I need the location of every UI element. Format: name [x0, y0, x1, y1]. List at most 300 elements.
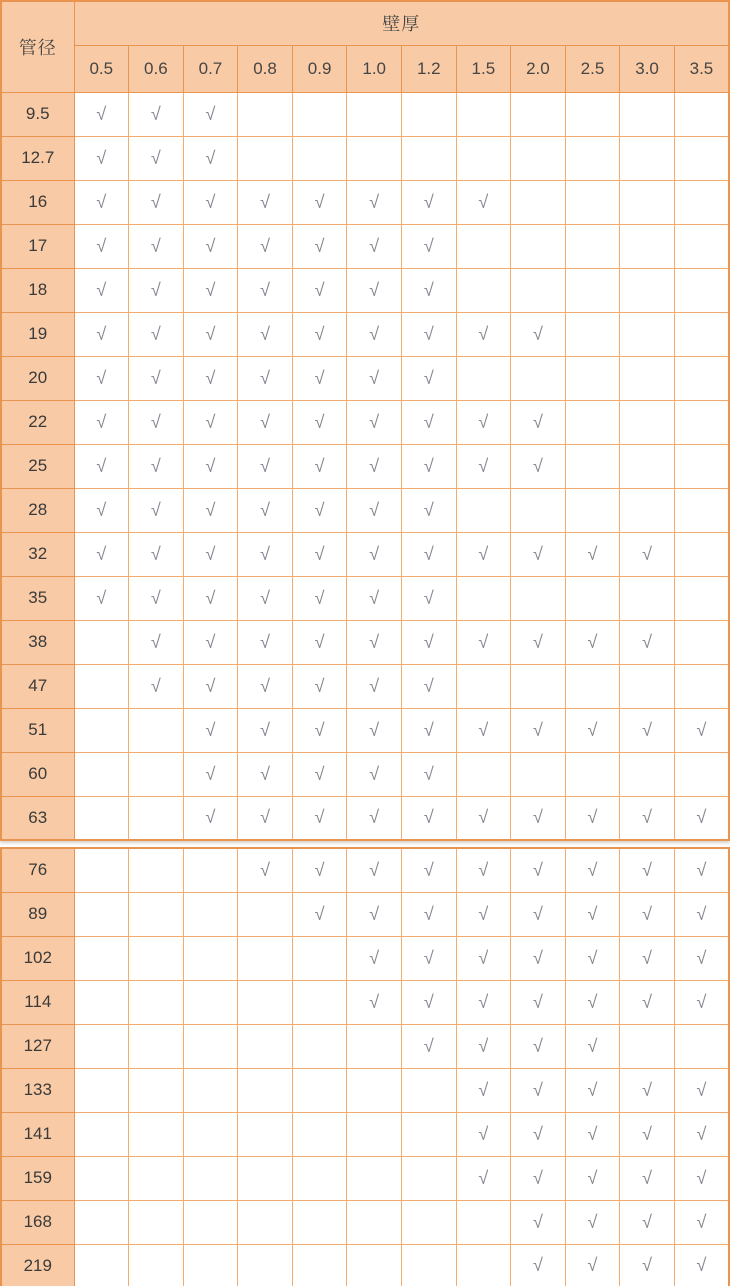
check-cell: √	[511, 1112, 566, 1156]
check-cell: √	[74, 92, 129, 136]
check-cell: √	[347, 936, 402, 980]
check-cell: √	[183, 268, 238, 312]
check-cell: √	[292, 848, 347, 892]
check-cell: √	[347, 796, 402, 840]
empty-cell	[565, 136, 620, 180]
empty-cell	[456, 576, 511, 620]
check-cell: √	[456, 936, 511, 980]
empty-cell	[292, 1244, 347, 1286]
empty-cell	[183, 936, 238, 980]
check-cell: √	[620, 1244, 675, 1286]
table-row-60	[1, 752, 729, 796]
empty-cell	[347, 136, 402, 180]
empty-cell	[74, 620, 129, 664]
check-cell: √	[456, 1112, 511, 1156]
check-cell: √	[183, 312, 238, 356]
check-cell: √	[401, 488, 456, 532]
empty-cell	[620, 356, 675, 400]
check-cell: √	[129, 444, 184, 488]
empty-cell	[292, 980, 347, 1024]
check-cell: √	[347, 224, 402, 268]
empty-cell	[674, 488, 729, 532]
check-cell: √	[347, 980, 402, 1024]
check-cell: √	[620, 796, 675, 840]
check-cell: √	[456, 848, 511, 892]
diameter-label: 102	[1, 936, 74, 980]
table-row-159	[1, 1156, 729, 1200]
empty-cell	[456, 488, 511, 532]
check-cell: √	[565, 532, 620, 576]
check-cell: √	[565, 1200, 620, 1244]
thickness-col-header-1.5: 1.5	[456, 45, 511, 92]
check-cell: √	[292, 356, 347, 400]
check-cell: √	[511, 400, 566, 444]
empty-cell	[456, 224, 511, 268]
check-cell: √	[401, 400, 456, 444]
thickness-col-header-0.7: 0.7	[183, 45, 238, 92]
empty-cell	[292, 1200, 347, 1244]
empty-cell	[456, 1244, 511, 1286]
diameter-label: 51	[1, 708, 74, 752]
diameter-corner-header: 管径	[1, 1, 74, 92]
empty-cell	[456, 1200, 511, 1244]
table-row-38	[1, 620, 729, 664]
empty-cell	[565, 224, 620, 268]
empty-cell	[347, 1244, 402, 1286]
empty-cell	[183, 1200, 238, 1244]
thickness-col-header-0.9: 0.9	[292, 45, 347, 92]
check-cell: √	[620, 936, 675, 980]
check-cell: √	[565, 936, 620, 980]
check-cell: √	[620, 620, 675, 664]
empty-cell	[565, 356, 620, 400]
table-row-19	[1, 312, 729, 356]
check-cell: √	[238, 268, 293, 312]
check-cell: √	[183, 488, 238, 532]
empty-cell	[401, 1200, 456, 1244]
diameter-label: 127	[1, 1024, 74, 1068]
check-cell: √	[511, 796, 566, 840]
empty-cell	[620, 224, 675, 268]
check-cell: √	[129, 576, 184, 620]
check-cell: √	[674, 1244, 729, 1286]
empty-cell	[74, 796, 129, 840]
diameter-label: 168	[1, 1200, 74, 1244]
check-cell: √	[674, 936, 729, 980]
empty-cell	[674, 268, 729, 312]
check-cell: √	[401, 576, 456, 620]
table-row-9.5	[1, 92, 729, 136]
empty-cell	[292, 936, 347, 980]
check-cell: √	[456, 708, 511, 752]
check-cell: √	[620, 1068, 675, 1112]
empty-cell	[674, 312, 729, 356]
check-cell: √	[238, 848, 293, 892]
check-cell: √	[456, 312, 511, 356]
empty-cell	[183, 1024, 238, 1068]
check-cell: √	[620, 532, 675, 576]
empty-cell	[511, 224, 566, 268]
check-cell: √	[238, 444, 293, 488]
empty-cell	[347, 1200, 402, 1244]
empty-cell	[401, 136, 456, 180]
empty-cell	[511, 136, 566, 180]
check-cell: √	[347, 620, 402, 664]
thickness-col-header-3.5: 3.5	[674, 45, 729, 92]
diameter-label: 9.5	[1, 92, 74, 136]
table-body-lower	[1, 848, 729, 1286]
empty-cell	[674, 752, 729, 796]
empty-cell	[347, 1156, 402, 1200]
check-cell: √	[456, 400, 511, 444]
check-cell: √	[347, 576, 402, 620]
table-row-141	[1, 1112, 729, 1156]
table-row-35	[1, 576, 729, 620]
diameter-label: 32	[1, 532, 74, 576]
empty-cell	[74, 1024, 129, 1068]
check-cell: √	[674, 892, 729, 936]
empty-cell	[511, 180, 566, 224]
check-cell: √	[511, 312, 566, 356]
check-cell: √	[401, 664, 456, 708]
header-row-thickness-values	[1, 45, 729, 92]
empty-cell	[292, 1156, 347, 1200]
empty-cell	[620, 92, 675, 136]
table-row-133	[1, 1068, 729, 1112]
check-cell: √	[74, 268, 129, 312]
check-cell: √	[292, 620, 347, 664]
check-cell: √	[401, 444, 456, 488]
table-row-28	[1, 488, 729, 532]
empty-cell	[238, 980, 293, 1024]
check-cell: √	[620, 708, 675, 752]
empty-cell	[620, 1024, 675, 1068]
check-cell: √	[238, 488, 293, 532]
check-cell: √	[456, 1068, 511, 1112]
check-cell: √	[674, 1112, 729, 1156]
empty-cell	[74, 752, 129, 796]
table-row-114	[1, 980, 729, 1024]
empty-cell	[238, 936, 293, 980]
diameter-label: 63	[1, 796, 74, 840]
empty-cell	[456, 664, 511, 708]
empty-cell	[620, 752, 675, 796]
check-cell: √	[401, 980, 456, 1024]
empty-cell	[238, 1112, 293, 1156]
table-row-25	[1, 444, 729, 488]
empty-cell	[620, 488, 675, 532]
check-cell: √	[347, 444, 402, 488]
empty-cell	[292, 1024, 347, 1068]
check-cell: √	[620, 980, 675, 1024]
check-cell: √	[347, 752, 402, 796]
diameter-label: 12.7	[1, 136, 74, 180]
check-cell: √	[238, 752, 293, 796]
check-cell: √	[238, 796, 293, 840]
thickness-col-header-0.6: 0.6	[129, 45, 184, 92]
empty-cell	[347, 1112, 402, 1156]
check-cell: √	[511, 1244, 566, 1286]
empty-cell	[238, 892, 293, 936]
empty-cell	[238, 1244, 293, 1286]
empty-cell	[620, 136, 675, 180]
check-cell: √	[292, 752, 347, 796]
check-cell: √	[565, 708, 620, 752]
check-cell: √	[511, 1068, 566, 1112]
empty-cell	[620, 180, 675, 224]
empty-cell	[183, 1112, 238, 1156]
check-cell: √	[347, 312, 402, 356]
thickness-col-header-2.5: 2.5	[565, 45, 620, 92]
empty-cell	[183, 980, 238, 1024]
check-cell: √	[129, 312, 184, 356]
check-cell: √	[129, 92, 184, 136]
check-cell: √	[456, 892, 511, 936]
check-cell: √	[183, 532, 238, 576]
check-cell: √	[565, 1024, 620, 1068]
check-cell: √	[620, 892, 675, 936]
check-cell: √	[74, 356, 129, 400]
empty-cell	[674, 664, 729, 708]
empty-cell	[129, 1024, 184, 1068]
empty-cell	[565, 664, 620, 708]
empty-cell	[238, 92, 293, 136]
check-cell: √	[292, 224, 347, 268]
thickness-col-header-3.0: 3.0	[620, 45, 675, 92]
check-cell: √	[292, 488, 347, 532]
empty-cell	[292, 92, 347, 136]
check-cell: √	[401, 752, 456, 796]
table-row-168	[1, 1200, 729, 1244]
diameter-label: 28	[1, 488, 74, 532]
check-cell: √	[292, 664, 347, 708]
diameter-label: 114	[1, 980, 74, 1024]
check-cell: √	[511, 936, 566, 980]
empty-cell	[238, 1024, 293, 1068]
check-cell: √	[401, 180, 456, 224]
check-cell: √	[511, 848, 566, 892]
thickness-col-header-1.0: 1.0	[347, 45, 402, 92]
table-row-219	[1, 1244, 729, 1286]
check-cell: √	[456, 1156, 511, 1200]
empty-cell	[565, 752, 620, 796]
check-cell: √	[456, 620, 511, 664]
check-cell: √	[511, 444, 566, 488]
table-row-17	[1, 224, 729, 268]
check-cell: √	[74, 224, 129, 268]
check-cell: √	[511, 532, 566, 576]
check-cell: √	[511, 1156, 566, 1200]
check-cell: √	[238, 708, 293, 752]
empty-cell	[129, 1156, 184, 1200]
empty-cell	[456, 136, 511, 180]
empty-cell	[674, 180, 729, 224]
check-cell: √	[183, 576, 238, 620]
empty-cell	[129, 796, 184, 840]
check-cell: √	[401, 268, 456, 312]
check-cell: √	[674, 1068, 729, 1112]
check-cell: √	[74, 576, 129, 620]
table-row-76	[1, 848, 729, 892]
check-cell: √	[292, 796, 347, 840]
empty-cell	[511, 576, 566, 620]
check-cell: √	[565, 892, 620, 936]
check-cell: √	[511, 708, 566, 752]
check-cell: √	[183, 444, 238, 488]
check-cell: √	[183, 400, 238, 444]
empty-cell	[620, 400, 675, 444]
check-cell: √	[347, 488, 402, 532]
wall-thickness-header: 壁厚	[74, 1, 729, 45]
empty-cell	[620, 444, 675, 488]
empty-cell	[292, 136, 347, 180]
check-cell: √	[674, 980, 729, 1024]
diameter-label: 17	[1, 224, 74, 268]
empty-cell	[238, 136, 293, 180]
empty-cell	[129, 1244, 184, 1286]
empty-cell	[565, 312, 620, 356]
empty-cell	[401, 1112, 456, 1156]
empty-cell	[620, 576, 675, 620]
check-cell: √	[565, 980, 620, 1024]
diameter-label: 133	[1, 1068, 74, 1112]
check-cell: √	[129, 664, 184, 708]
check-cell: √	[129, 356, 184, 400]
header-row-span	[1, 1, 729, 45]
check-cell: √	[183, 620, 238, 664]
check-cell: √	[565, 1068, 620, 1112]
empty-cell	[129, 752, 184, 796]
check-cell: √	[565, 848, 620, 892]
check-cell: √	[129, 136, 184, 180]
empty-cell	[74, 664, 129, 708]
table-row-32	[1, 532, 729, 576]
check-cell: √	[129, 532, 184, 576]
check-cell: √	[129, 488, 184, 532]
empty-cell	[674, 400, 729, 444]
check-cell: √	[401, 356, 456, 400]
empty-cell	[674, 136, 729, 180]
check-cell: √	[511, 980, 566, 1024]
check-cell: √	[401, 936, 456, 980]
empty-cell	[565, 488, 620, 532]
check-cell: √	[674, 1156, 729, 1200]
table-row-47	[1, 664, 729, 708]
check-cell: √	[511, 1200, 566, 1244]
check-cell: √	[183, 708, 238, 752]
check-cell: √	[620, 848, 675, 892]
check-cell: √	[292, 312, 347, 356]
check-cell: √	[238, 620, 293, 664]
check-cell: √	[565, 620, 620, 664]
check-cell: √	[401, 224, 456, 268]
empty-cell	[565, 400, 620, 444]
empty-cell	[401, 1244, 456, 1286]
check-cell: √	[401, 796, 456, 840]
check-cell: √	[183, 136, 238, 180]
check-cell: √	[565, 1112, 620, 1156]
diameter-label: 89	[1, 892, 74, 936]
check-cell: √	[74, 444, 129, 488]
check-cell: √	[183, 92, 238, 136]
empty-cell	[620, 268, 675, 312]
empty-cell	[238, 1156, 293, 1200]
check-cell: √	[565, 1156, 620, 1200]
check-cell: √	[401, 620, 456, 664]
empty-cell	[129, 936, 184, 980]
diameter-label: 22	[1, 400, 74, 444]
empty-cell	[674, 444, 729, 488]
empty-cell	[129, 1068, 184, 1112]
diameter-label: 38	[1, 620, 74, 664]
check-cell: √	[74, 136, 129, 180]
table-row-22	[1, 400, 729, 444]
empty-cell	[565, 444, 620, 488]
check-cell: √	[401, 892, 456, 936]
empty-cell	[129, 1112, 184, 1156]
empty-cell	[511, 92, 566, 136]
check-cell: √	[74, 400, 129, 444]
empty-cell	[456, 268, 511, 312]
empty-cell	[292, 1068, 347, 1112]
check-cell: √	[565, 796, 620, 840]
empty-cell	[183, 1068, 238, 1112]
check-cell: √	[129, 268, 184, 312]
check-cell: √	[183, 796, 238, 840]
check-cell: √	[620, 1200, 675, 1244]
table-row-16	[1, 180, 729, 224]
table-row-18	[1, 268, 729, 312]
diameter-label: 35	[1, 576, 74, 620]
empty-cell	[347, 92, 402, 136]
empty-cell	[74, 1200, 129, 1244]
empty-cell	[129, 1200, 184, 1244]
check-cell: √	[183, 752, 238, 796]
empty-cell	[674, 576, 729, 620]
empty-cell	[511, 356, 566, 400]
diameter-label: 16	[1, 180, 74, 224]
empty-cell	[74, 1156, 129, 1200]
table-row-89	[1, 892, 729, 936]
empty-cell	[129, 980, 184, 1024]
empty-cell	[74, 892, 129, 936]
diameter-label: 141	[1, 1112, 74, 1156]
check-cell: √	[292, 268, 347, 312]
diameter-label: 18	[1, 268, 74, 312]
empty-cell	[74, 848, 129, 892]
check-cell: √	[401, 312, 456, 356]
table-body-upper	[1, 92, 729, 840]
check-cell: √	[292, 532, 347, 576]
diameter-label: 60	[1, 752, 74, 796]
check-cell: √	[401, 708, 456, 752]
empty-cell	[511, 268, 566, 312]
check-cell: √	[238, 312, 293, 356]
empty-cell	[456, 356, 511, 400]
check-cell: √	[129, 224, 184, 268]
check-cell: √	[238, 532, 293, 576]
table-row-51	[1, 708, 729, 752]
empty-cell	[511, 488, 566, 532]
empty-cell	[347, 1068, 402, 1112]
check-cell: √	[183, 356, 238, 400]
check-cell: √	[292, 708, 347, 752]
check-cell: √	[347, 892, 402, 936]
empty-cell	[74, 936, 129, 980]
empty-cell	[674, 1024, 729, 1068]
empty-cell	[238, 1200, 293, 1244]
check-cell: √	[183, 664, 238, 708]
